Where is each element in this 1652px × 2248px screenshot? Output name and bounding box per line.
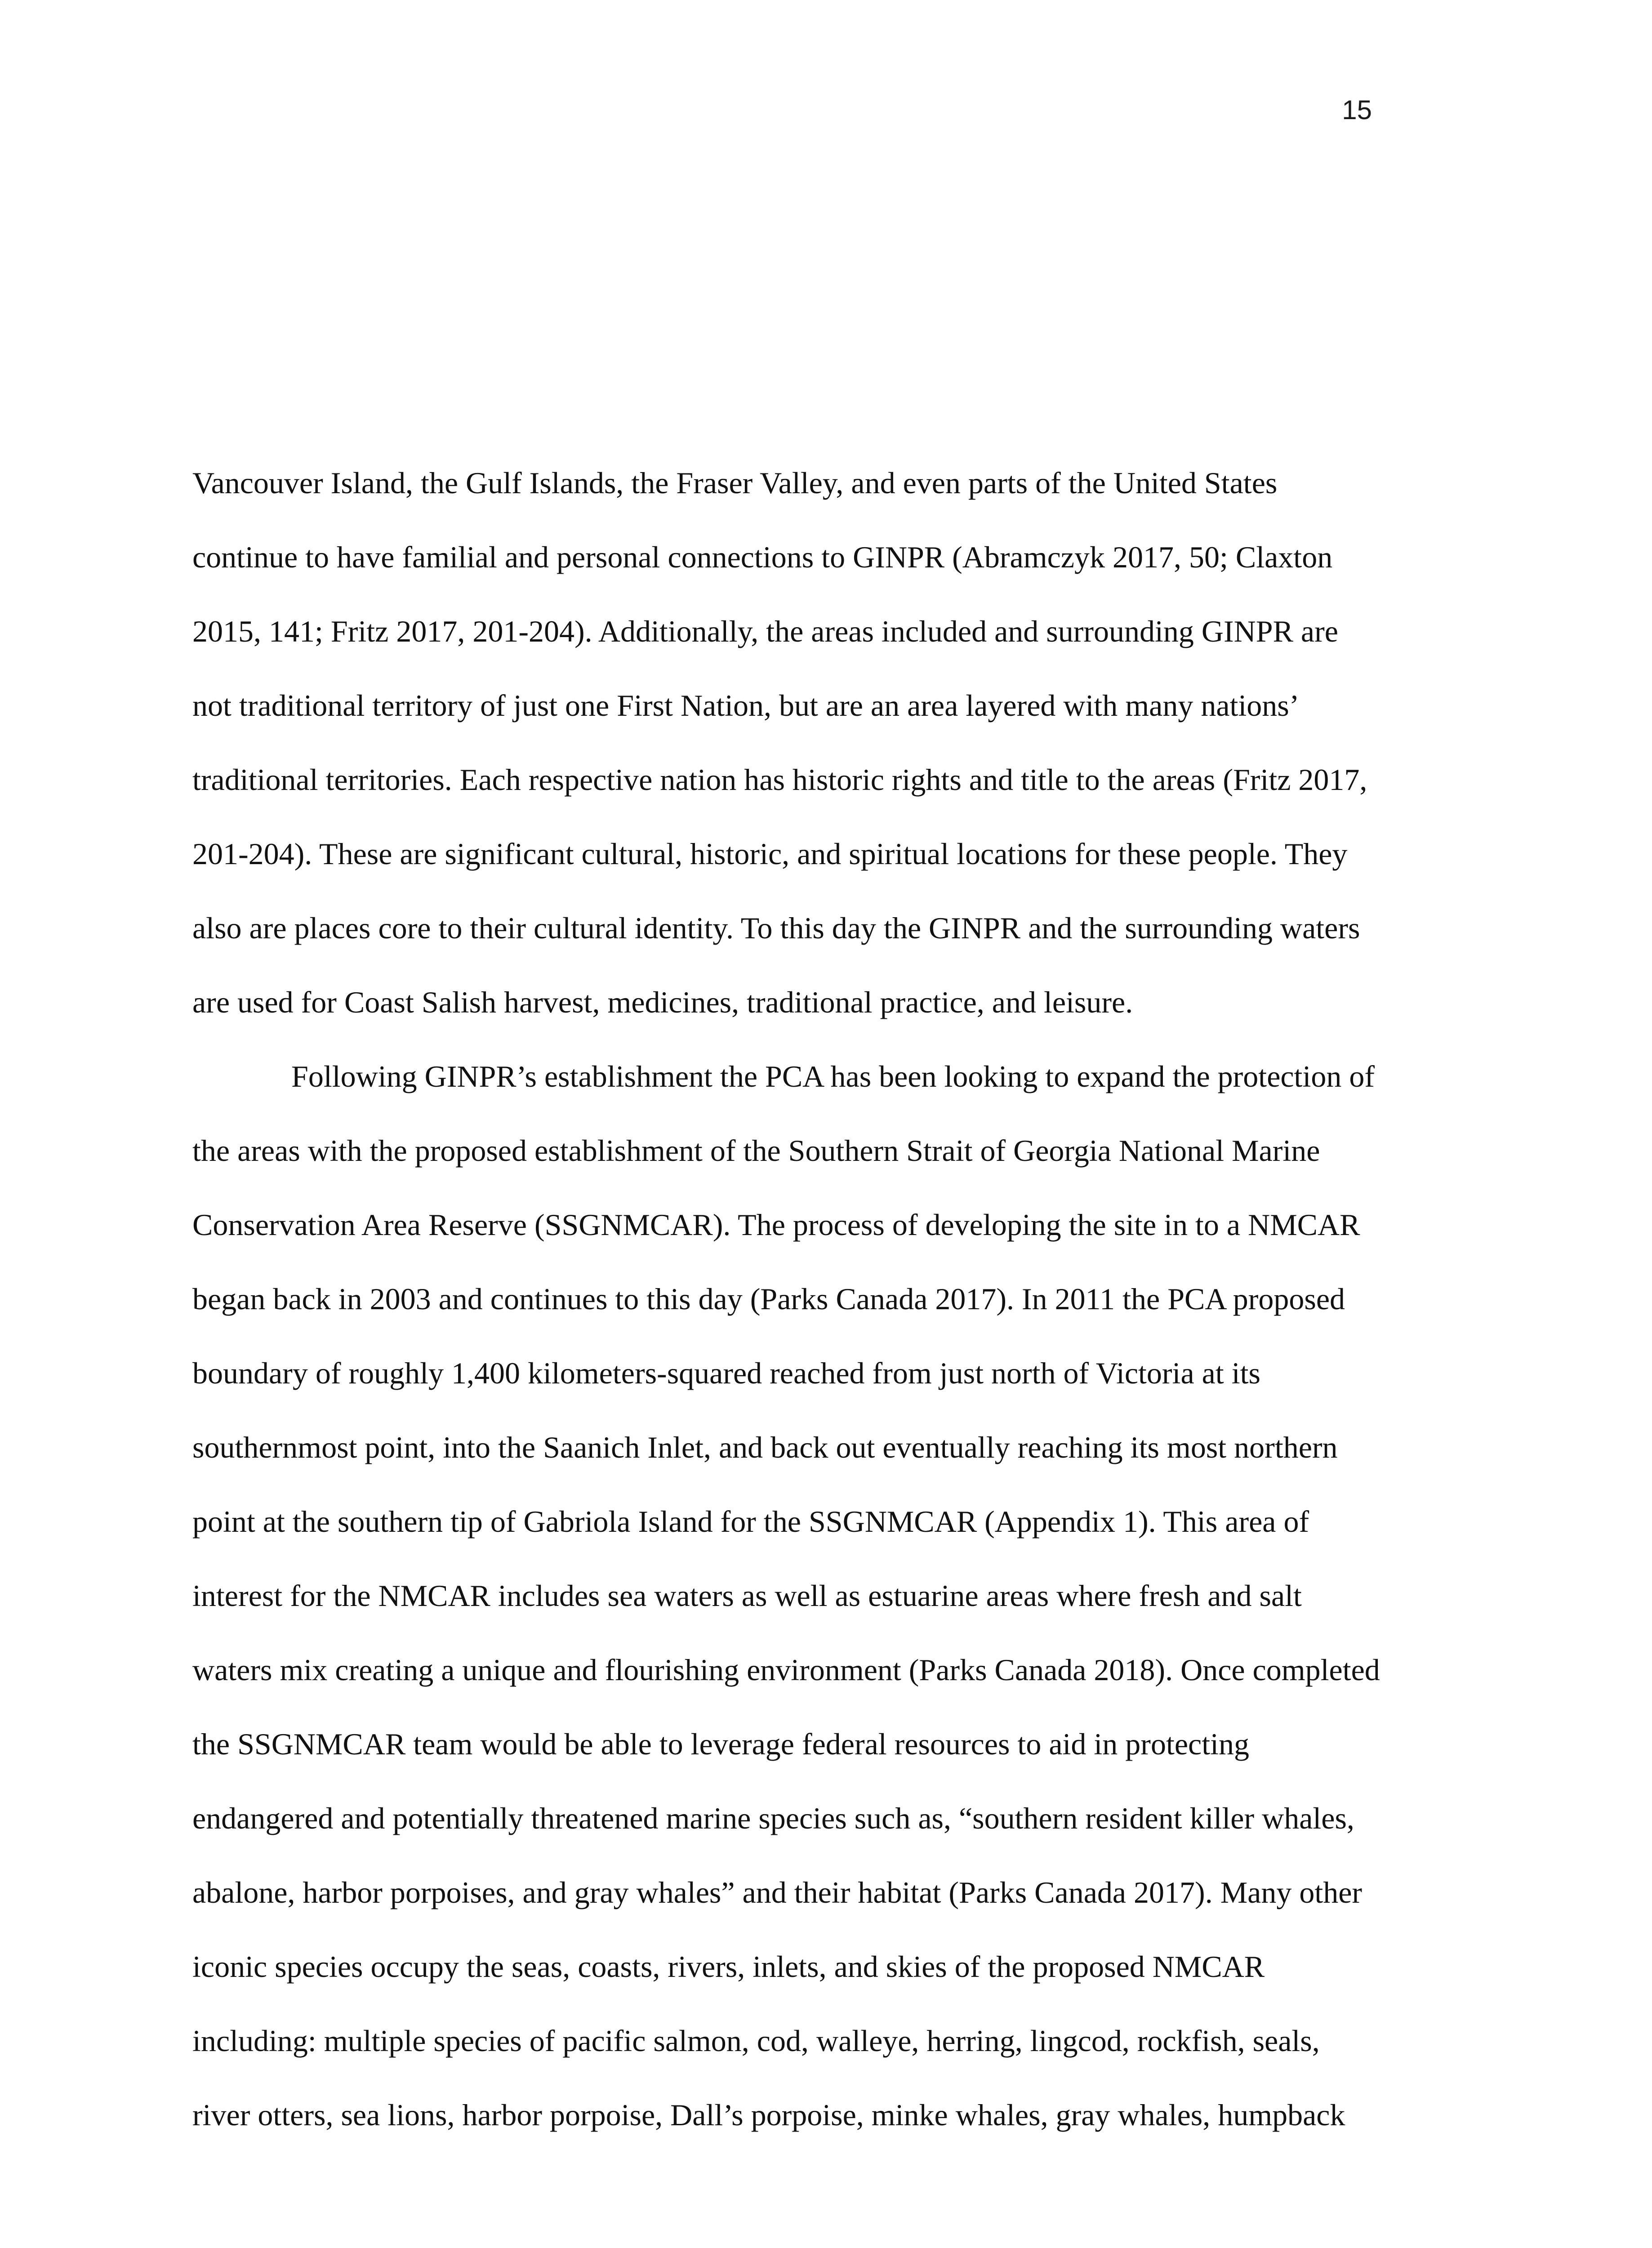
text-line: not traditional territory of just one First Nation, but are an area layered with many nations’ [192,688,1300,723]
text-line: interest for the NMCAR includes sea waters as well as estuarine areas where fresh and salt [192,1579,1302,1613]
text-line: iconic species occupy the seas, coasts, rivers, inlets, and skies of the proposed NMCAR [192,1949,1265,1984]
text-line: 201-204). These are significant cultural, historic, and spiritual locations for these people. They [192,837,1348,871]
text-line: river otters, sea lions, harbor porpoise, Dall’s porpoise, minke whales, gray whales, humpback [192,2098,1345,2132]
text-line: point at the southern tip of Gabriola Island for the SSGNMCAR (Appendix 1). This area of [192,1504,1309,1539]
text-line: Conservation Area Reserve (SSGNMCAR). The process of developing the site in to a NMCAR [192,1208,1360,1242]
text-line: began back in 2003 and continues to this day (Parks Canada 2017). In 2011 the PCA proposed [192,1282,1345,1316]
page-number: 15 [1342,95,1372,125]
text-line: also are places core to their cultural identity. To this day the GINPR and the surrounding waters [192,911,1360,945]
text-line: are used for Coast Salish harvest, medicines, traditional practice, and leisure. [192,985,1133,1019]
text-line: 2015, 141; Fritz 2017, 201-204). Additionally, the areas included and surrounding GINPR are [192,614,1338,648]
text-line: abalone, harbor porpoises, and gray whales” and their habitat (Parks Canada 2017). Many other [192,1875,1363,1909]
text-line: the SSGNMCAR team would be able to leverage federal resources to aid in protecting [192,1727,1249,1761]
body-text [192,446,1469,2152]
text-line: including: multiple species of pacific salmon, cod, walleye, herring, lingcod, rockfish, seals, [192,2024,1320,2058]
paragraph-2 [192,1039,1469,2152]
text-line: continue to have familial and personal connections to GINPR (Abramczyk 2017, 50; Claxton [192,540,1333,574]
text-line: Vancouver Island, the Gulf Islands, the Fraser Valley, and even parts of the United States [192,466,1278,500]
text-line: waters mix creating a unique and flourishing environment (Parks Canada 2018). Once completed [192,1653,1380,1687]
text-line: traditional territories. Each respective nation has historic rights and title to the areas (Fritz 2017, [192,763,1367,797]
text-line: endangered and potentially threatened marine species such as, “southern resident killer whales, [192,1801,1354,1835]
text-line: southernmost point, into the Saanich Inlet, and back out eventually reaching its most northern [192,1430,1338,1464]
text-line-indented: Following GINPR’s establishment the PCA has been looking to expand the protection of [291,1059,1375,1093]
text-line: the areas with the proposed establishment of the Southern Strait of Georgia National Marine [192,1133,1320,1168]
paragraph-1 [192,446,1469,1039]
text-line: boundary of roughly 1,400 kilometers-squared reached from just north of Victoria at its [192,1356,1260,1390]
